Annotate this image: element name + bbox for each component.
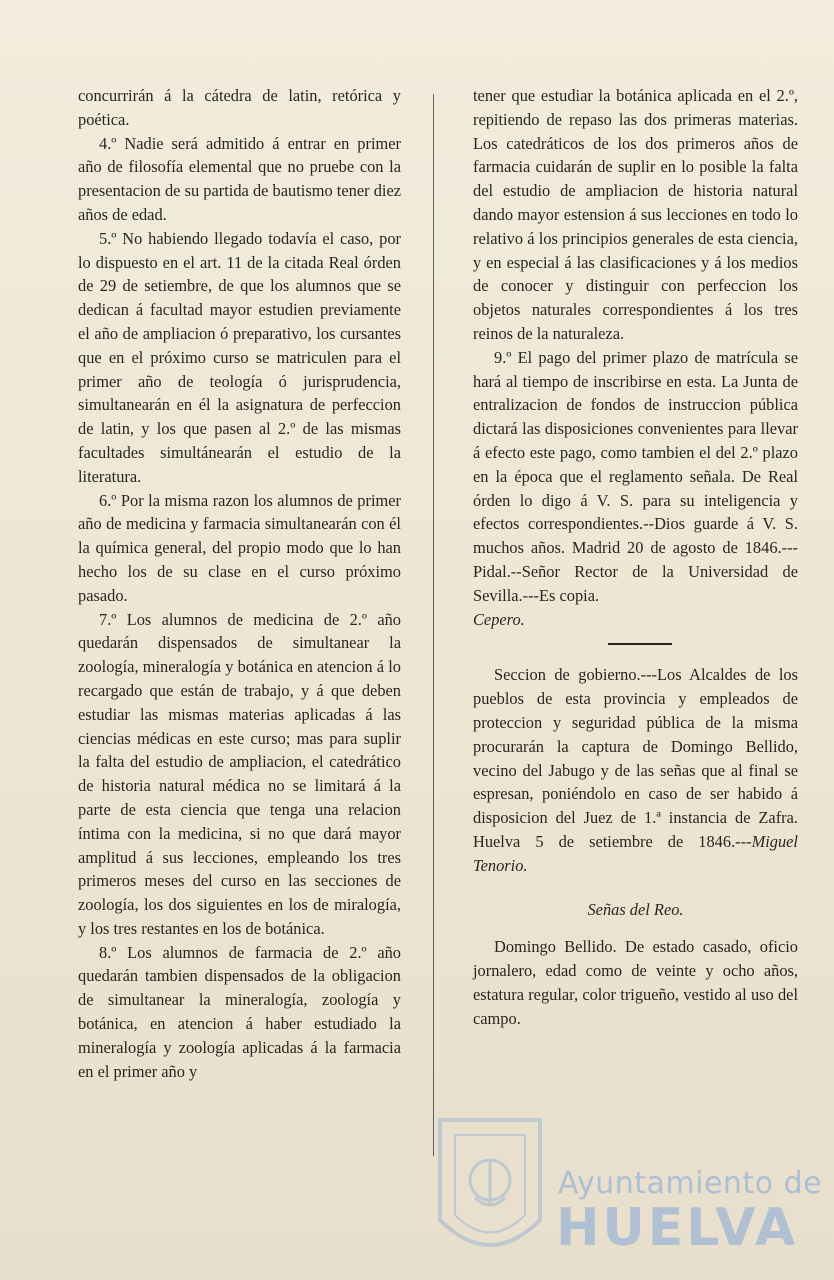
paragraph-continuation-right: tener que estudiar la botánica aplicada en el 2.º, repitiendo de repaso las dos primeras materias. Los catedráticos de los dos primeros años de farmacia cuidarán de suplir en lo posible la falta del estudio de ampliacion de historia natural dando mayor estension á sus lecciones en todo lo relativo á los principios generales de esta ciencia, y en especial á las clasificaciones y á los medios de conocer y distinguir con perfeccion los objetos naturales correspondientes á los tres reinos de la naturaleza.	[473, 86, 798, 343]
left-column	[78, 84, 401, 1083]
paragraph-article-6: 6.º Por la misma razon los alumnos de primer año de medicina y farmacia simultanearán con él la química general, del propio modo que lo han hecho los de su clase en el curso próximo pasado.	[78, 490, 401, 605]
section-rule	[608, 643, 672, 645]
paragraph-article-8: 8.º Los alumnos de farmacia de 2.º año quedarán tambien dispensados de la obligacion de simultanear la mineralogía, zoología y botánica, en atencion á haber estudiado la mineralogía y zoología aplicadas á la farmacia en el primer año y	[78, 942, 401, 1081]
notice-paragraph	[473, 663, 798, 877]
paragraph-continuation: concurrirán á la cátedra de latin, retórica y poética.	[78, 86, 401, 129]
watermark-line-2: HUELVA	[556, 1198, 799, 1258]
paragraph-article-4: 4.º Nadie será admitido á entrar en primer año de filosofía elemental que no pruebe con la presentacion de su partida de bautismo tener diez años de edad.	[78, 133, 401, 224]
paragraph-article-9: 9.º El pago del primer plazo de matrícula se hará al tiempo de inscribirse en esta. La Junta de entralizacion de fondos de instruccion pública dictará las disposiciones convenientes para llevar á efecto este pago, como tambien el del 2.º plazo en la época que el reglamento señala. De Real órden lo digo á V. S. para su inteligencia y efectos correspondientes.--Dios guarde á V. S. muchos años. Madrid 20 de agosto de 1846.--- Pidal.--Señor Rector de la Universidad de Sevilla.---Es copia.	[473, 347, 798, 605]
paragraph-article-5: 5.º No habiendo llegado todavía el caso, por lo dispuesto en el art. 11 de la citada Real órden de 29 de setiembre, de que los alumnos que se dedican á facultad mayor estudien previamente el año de ampliacion ó preparativo, los cursantes que en el próximo curso se matriculen para el primer año de teología ó jurisprudencia, simultanearán en él la asignatura de perfeccion de latin, y los que pasen al 2.º de las mismas facultades simultánearán el estudio de la literatura.	[78, 228, 401, 486]
senas-description: Domingo Bellido. De estado casado, oficio jornalero, edad como de veinte y ocho años, estatura regular, color trigueño, vestido al uso del campo.	[473, 937, 798, 1028]
paragraph-article-7: 7.º Los alumnos de medicina de 2.º año quedarán dispensados de simultanear la zoología, mineralogía y botánica en atencion á lo recargado que están de trabajo, y á que deben estudiar las mismas materias aplicadas á las ciencias médicas en este curso; mas para suplir la falta del estudio de ampliacion, el catedrático de historia natural médica no se limitará á la parte de esta ciencia que tenga una relacion íntima con la medicina, si no que dará mayor amplitud á sus lecciones, empleando los tres primeros meses del curso en las secciones de zoología, los dos siguientes en los de miralogía, y los tres restantes en los de botánica.	[78, 609, 401, 938]
notice-main-text: Seccion de gobierno.---Los Alcaldes de los pueblos de esta provincia y empleados de proteccion y seguridad pública de la misma procurarán la captura de Domingo Bellido, vecino del Jabugo y de las señas que al final se espresan, poniéndolo en caso de ser habido á disposicion del Juez de 1.ª instancia de Zafra. Huelva 5 de setiembre de 1846.---	[473, 665, 798, 851]
right-column	[473, 84, 798, 1030]
notice-signer: Miguel Tenorio.	[473, 831, 798, 875]
watermark-line-1: Ayuntamiento de	[558, 1166, 823, 1201]
senas-heading: Señas del Reo.	[587, 899, 684, 919]
column-divider	[433, 94, 434, 1156]
signature-cepero: Cepero.	[473, 609, 525, 629]
